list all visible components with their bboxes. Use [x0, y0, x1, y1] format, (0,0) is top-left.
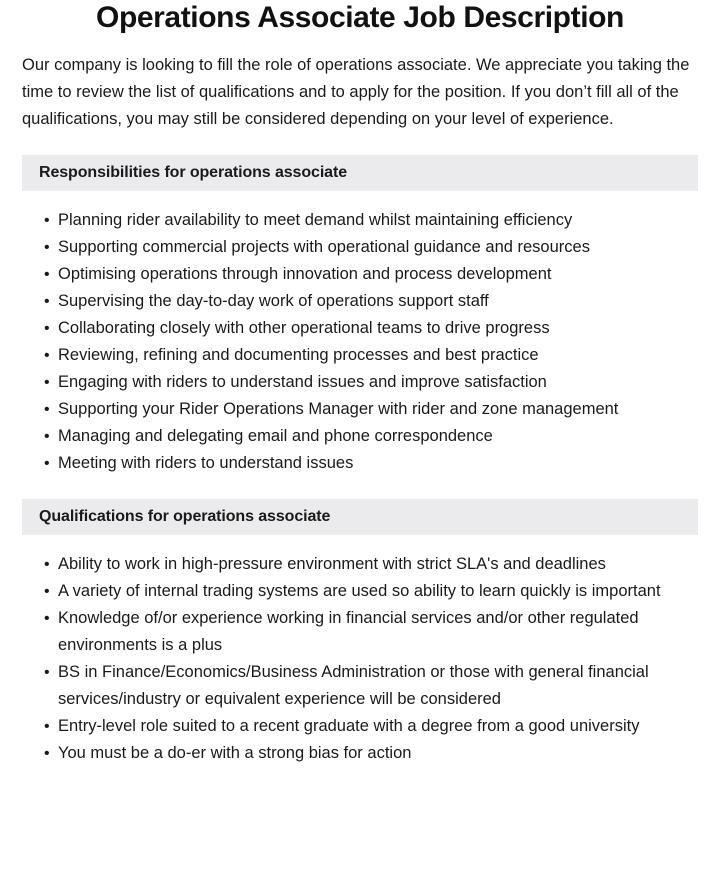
- list-item: • A variety of internal trading systems are used so ability to learn quickly is important: [58, 578, 698, 605]
- list-item: • You must be a do-er with a strong bias for action: [58, 740, 698, 767]
- list-item: • Managing and delegating email and phone correspondence: [58, 423, 698, 450]
- page-title: Operations Associate Job Description: [96, 1, 624, 34]
- list-item: • BS in Finance/Economics/Business Administration or those with general financial services/industry or equivalent experience will be considered: [58, 659, 698, 713]
- intro-paragraph: Our company is looking to fill the role of operations associate. We appreciate you taking the time to review the list of qualifications and to apply for the position. If you don’t fill all of the qualifications, you may still be considered depending on your level of experience.: [22, 56, 690, 128]
- list-item: • Entry-level role suited to a recent graduate with a degree from a good university: [58, 713, 698, 740]
- list-item: • Engaging with riders to understand issues and improve satisfaction: [58, 369, 698, 396]
- qualifications-list: [22, 551, 698, 767]
- section-heading-label: Qualifications for operations associate: [39, 508, 331, 525]
- section-header-responsibilities: [22, 155, 698, 191]
- list-item: • Planning rider availability to meet demand whilst maintaining efficiency: [58, 207, 698, 234]
- list-item: • Knowledge of/or experience working in financial services and/or other regulated environments is a plus: [58, 605, 698, 659]
- list-item: • Supporting your Rider Operations Manager with rider and zone management: [58, 396, 698, 423]
- list-item: • Ability to work in high-pressure environment with strict SLA's and deadlines: [58, 551, 698, 578]
- list-item: • Supervising the day-to-day work of operations support staff: [58, 288, 698, 315]
- list-item: • Reviewing, refining and documenting processes and best practice: [58, 342, 698, 369]
- section-heading-label: Responsibilities for operations associate: [39, 164, 347, 181]
- section-header-qualifications: [22, 499, 698, 535]
- list-item: • Optimising operations through innovation and process development: [58, 261, 698, 288]
- list-item: • Collaborating closely with other operational teams to drive progress: [58, 315, 698, 342]
- list-item: • Meeting with riders to understand issues: [58, 450, 698, 477]
- list-item: • Supporting commercial projects with operational guidance and resources: [58, 234, 698, 261]
- responsibilities-list: [22, 207, 698, 477]
